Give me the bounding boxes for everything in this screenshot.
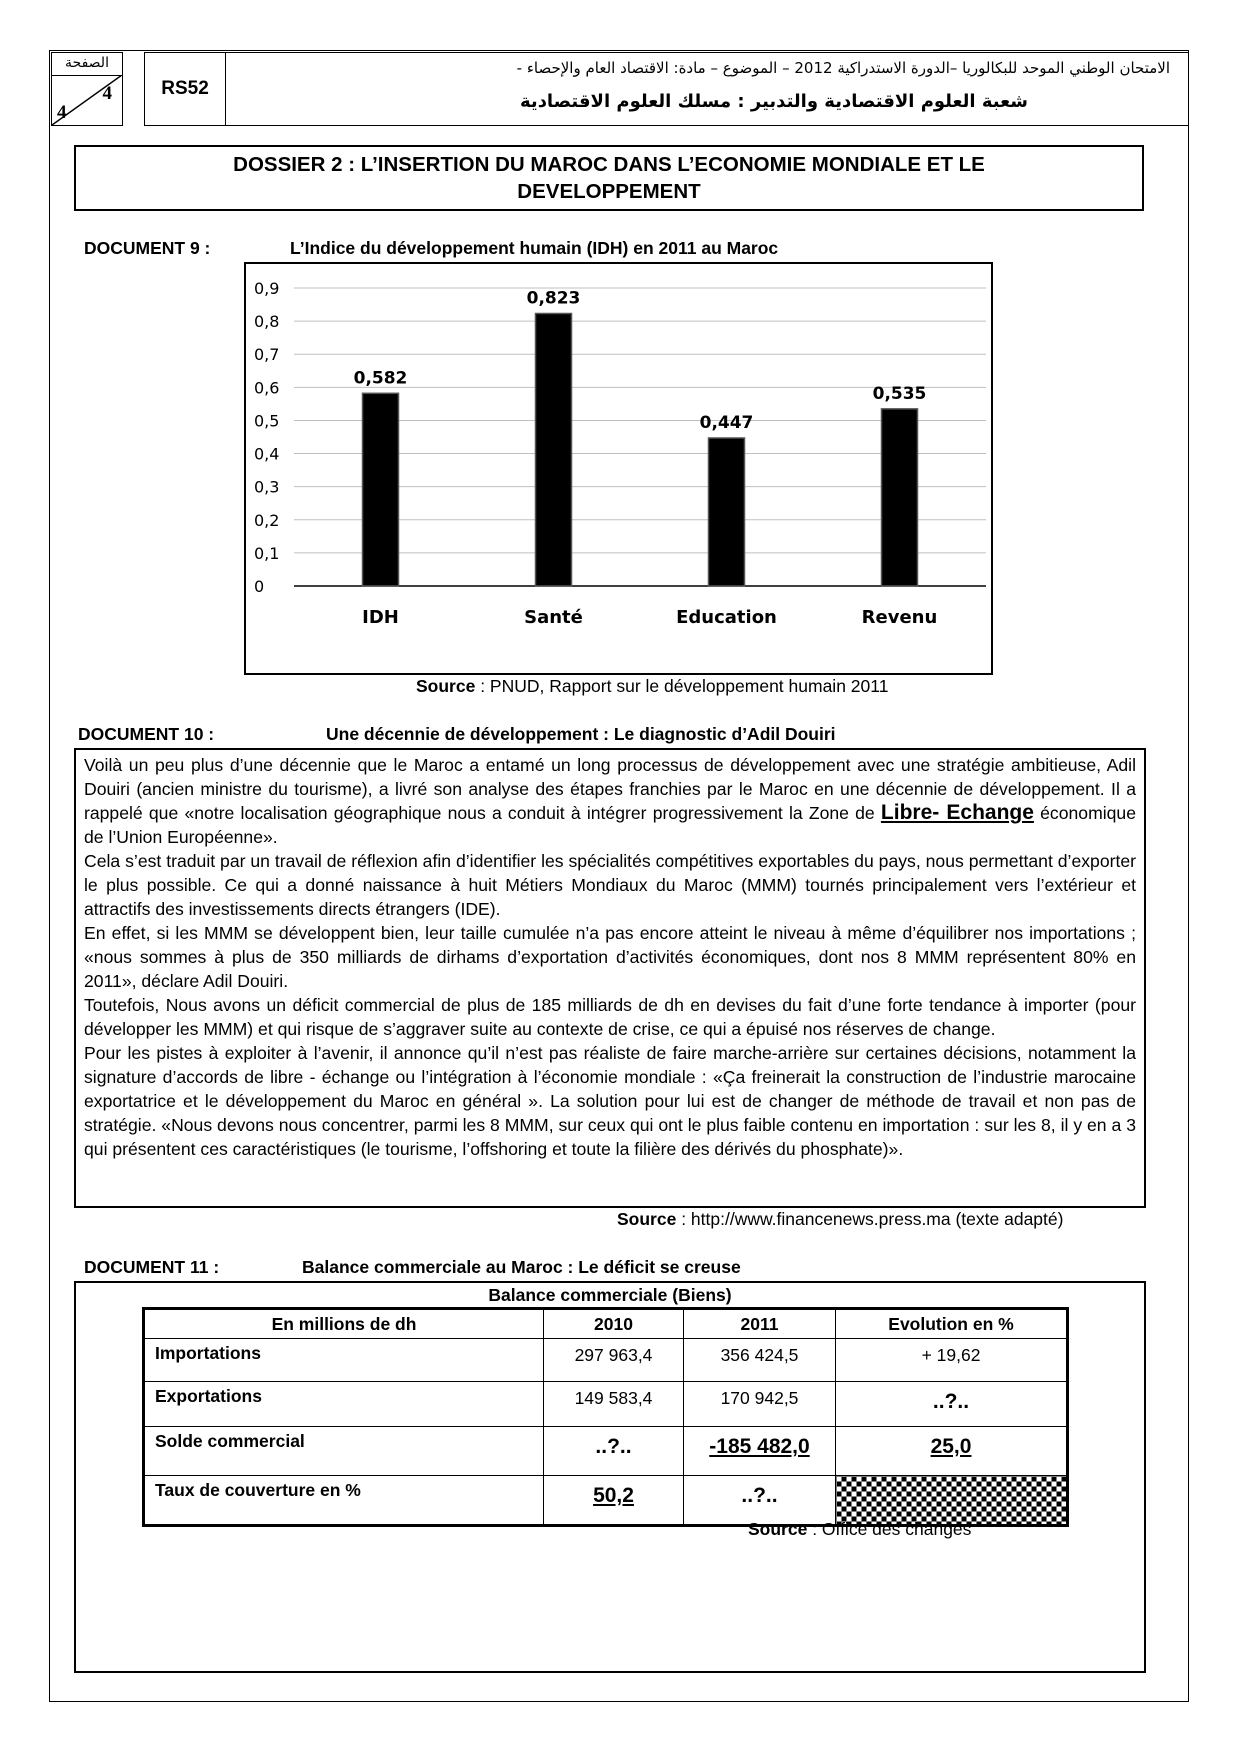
page-number: 4 — [102, 83, 112, 104]
data-label: 0,823 — [526, 288, 581, 309]
trade-balance-table — [142, 1307, 1069, 1527]
row-label: Importations — [144, 1339, 544, 1382]
cell-evolution-value: 25,0 — [930, 1435, 972, 1458]
exam-title-line2: شعبة العلوم الاقتصادية والتدبير : مسلك العلوم الاقتصادية — [520, 91, 1028, 112]
doc10-paragraph-2: Cela s’est traduit par un travail de réflexion afin d’identifier les spécialités compétitives exportables du pays, nous permettant d’exporter le plus possible. Ce qui a donné naissance à huit Métiers Mondiaux du Maroc (MMM) tournés principalement vers l’extérieur et attractifs des investissements directs étrangers (IDE). — [84, 851, 1136, 919]
y-tick-label: 0,2 — [254, 510, 280, 530]
cell-2011 — [684, 1427, 836, 1476]
data-label: 0,535 — [872, 383, 927, 404]
cell-2010: 149 583,4 — [544, 1382, 684, 1427]
doc10-label: DOCUMENT 10 : — [78, 724, 215, 744]
cell-evolution: + 19,62 — [836, 1339, 1068, 1382]
cell-2010: ..?.. — [544, 1427, 684, 1476]
exam-title-box — [225, 52, 1189, 126]
y-tick-label: 0,8 — [254, 312, 280, 332]
doc9-source-text: : PNUD, Rapport sur le développement humain 2011 — [475, 676, 889, 696]
data-label: 0,582 — [353, 368, 408, 389]
y-tick-label: 0,5 — [254, 411, 280, 431]
bar-education — [709, 438, 745, 586]
doc10-paragraph-4: Toutefois, Nous avons un déficit commercial de plus de 185 milliards de dh en devises du fait d’une forte tendance à importer (pour développer les MMM) et qui risque de s’aggraver suite au contexte de crise, ce qui a épuisé nos réserves de change. — [84, 995, 1136, 1039]
table-row-exportations — [144, 1382, 1068, 1427]
doc11-source-label: Source — [748, 1519, 808, 1539]
doc10-paragraph-3: En effet, si les MMM se développent bien, leur taille cumulée n’a pas encore atteint le niveau à même d’équilibrer nos importations ; «nous sommes à plus de 350 milliards de dirhams d’exportation d’activités économiques, dont nos 8 MMM représentent 80% en 2011», déclare Adil Douiri. — [84, 923, 1136, 991]
x-tick-label: Education — [676, 607, 777, 628]
doc10-source-text: : http://www.financenews.press.ma (texte adapté) — [676, 1209, 1064, 1229]
row-label: Taux de couverture en % — [144, 1476, 544, 1526]
cell-2010-value: 50,2 — [593, 1484, 634, 1507]
doc11-box — [74, 1281, 1146, 1673]
doc10-paragraph-1 — [84, 753, 1136, 849]
col-header-2010: 2010 — [544, 1309, 684, 1339]
doc10-title: Une décennie de développement : Le diagnostic d’Adil Douiri — [326, 724, 836, 744]
doc9-label: DOCUMENT 9 : — [84, 238, 211, 258]
row-label: Exportations — [144, 1382, 544, 1427]
cell-evolution — [836, 1427, 1068, 1476]
doc10-p1-end: économique de l’Union Européenne». — [84, 803, 1136, 847]
dossier-title — [74, 145, 1144, 211]
exam-title-line1: الامتحان الوطني الموحد للبكالوريا –الدورة الاستدراكية 2012 – الموضوع – مادة: الاقتصاد العام والإحصاء - — [516, 59, 1170, 77]
y-tick-label: 0,4 — [254, 444, 280, 464]
cell-2011: ..?.. — [684, 1476, 836, 1526]
doc9-title: L’Indice du développement humain (IDH) en 2011 au Maroc — [290, 238, 779, 258]
page-label: الصفحة — [52, 53, 122, 76]
data-label: 0,447 — [699, 412, 754, 433]
doc10-source — [617, 1209, 1063, 1230]
page-number-box — [51, 52, 123, 126]
bar-santé — [536, 313, 572, 586]
page-total: 4 — [57, 102, 67, 123]
y-tick-label: 0,3 — [254, 477, 280, 497]
y-tick-label: 0,9 — [254, 279, 280, 298]
doc11-title: Balance commerciale au Maroc : Le déficit se creuse — [302, 1257, 741, 1277]
idh-chart-svg — [246, 264, 991, 673]
idh-chart — [244, 262, 993, 675]
table-row-importations — [144, 1339, 1068, 1382]
col-header-2011: 2011 — [684, 1309, 836, 1339]
x-tick-label: IDH — [362, 607, 399, 628]
checkered-blank-cell — [836, 1476, 1068, 1526]
doc10-text-box — [74, 748, 1146, 1208]
exam-code: RS52 — [144, 52, 226, 126]
libre-echange-highlight: Libre- Echange — [880, 801, 1034, 824]
doc11-source — [748, 1519, 971, 1540]
doc9-source — [416, 676, 888, 697]
cell-evolution: ..?.. — [836, 1382, 1068, 1427]
cell-2011-value: -185 482,0 — [709, 1435, 810, 1458]
table-row-taux-couverture — [144, 1476, 1068, 1526]
y-tick-label: 0,6 — [254, 378, 280, 398]
table-header-row — [144, 1309, 1068, 1339]
dossier-title-line2: DEVELOPPEMENT — [517, 180, 701, 203]
doc9-source-label: Source — [416, 676, 476, 696]
doc11-source-text: : Office des changes — [807, 1519, 972, 1539]
col-header-evolution: Evolution en % — [836, 1309, 1068, 1339]
x-tick-label: Revenu — [861, 607, 938, 628]
doc10-source-label: Source — [617, 1209, 677, 1229]
cell-2010: 297 963,4 — [544, 1339, 684, 1382]
y-tick-label: 0,1 — [254, 543, 280, 563]
y-tick-label: 0,7 — [254, 345, 280, 365]
doc10-paragraph-5: Pour les pistes à exploiter à l’avenir, il annonce qu’il n’est pas réaliste de faire marche-arrière sur certaines décisions, notamment la signature d’accords de libre - échange ou l’intégration à l’économie mondiale : «Ça freinerait la construction de l’industrie marocaine exportatrice et le développement du Maroc en général ». La solution pour lui est de changer de méthode de travail et non pas de stratégie. «Nous devons nous concentrer, parmi les 8 MMM, sur ceux qui ont le plus faible contenu en importation : sur les 8, il y en a 3 qui présentent ces caractéristiques (le tourisme, l’offshoring et toute la filière des dérivés du phosphate)». — [84, 1043, 1136, 1159]
bar-idh — [363, 393, 399, 586]
doc11-label: DOCUMENT 11 : — [84, 1257, 220, 1277]
x-tick-label: Santé — [524, 607, 583, 628]
bar-revenu — [882, 409, 918, 586]
table-row-solde — [144, 1427, 1068, 1476]
dossier-title-line1: DOSSIER 2 : L’INSERTION DU MAROC DANS L’ECONOMIE MONDIALE ET LE — [233, 153, 985, 176]
table-caption: Balance commerciale (Biens) — [488, 1285, 732, 1305]
y-tick-label: 0 — [254, 577, 265, 596]
cell-2011: 356 424,5 — [684, 1339, 836, 1382]
col-header-unit: En millions de dh — [144, 1309, 544, 1339]
row-label: Solde commercial — [144, 1427, 544, 1476]
cell-2010 — [544, 1476, 684, 1526]
doc10-p1-start: Voilà un peu plus d’une décennie que le Maroc a entamé un long processus de développement avec une stratégie ambitieuse, Adil Douiri (ancien ministre du tourisme), a livré son analyse des étapes franchies par le Maroc en une décennie de développement. Il a rappelé que «notre localisation géographique nous a conduit à intégrer progressivement la Zone de — [84, 755, 1136, 823]
cell-2011: 170 942,5 — [684, 1382, 836, 1427]
